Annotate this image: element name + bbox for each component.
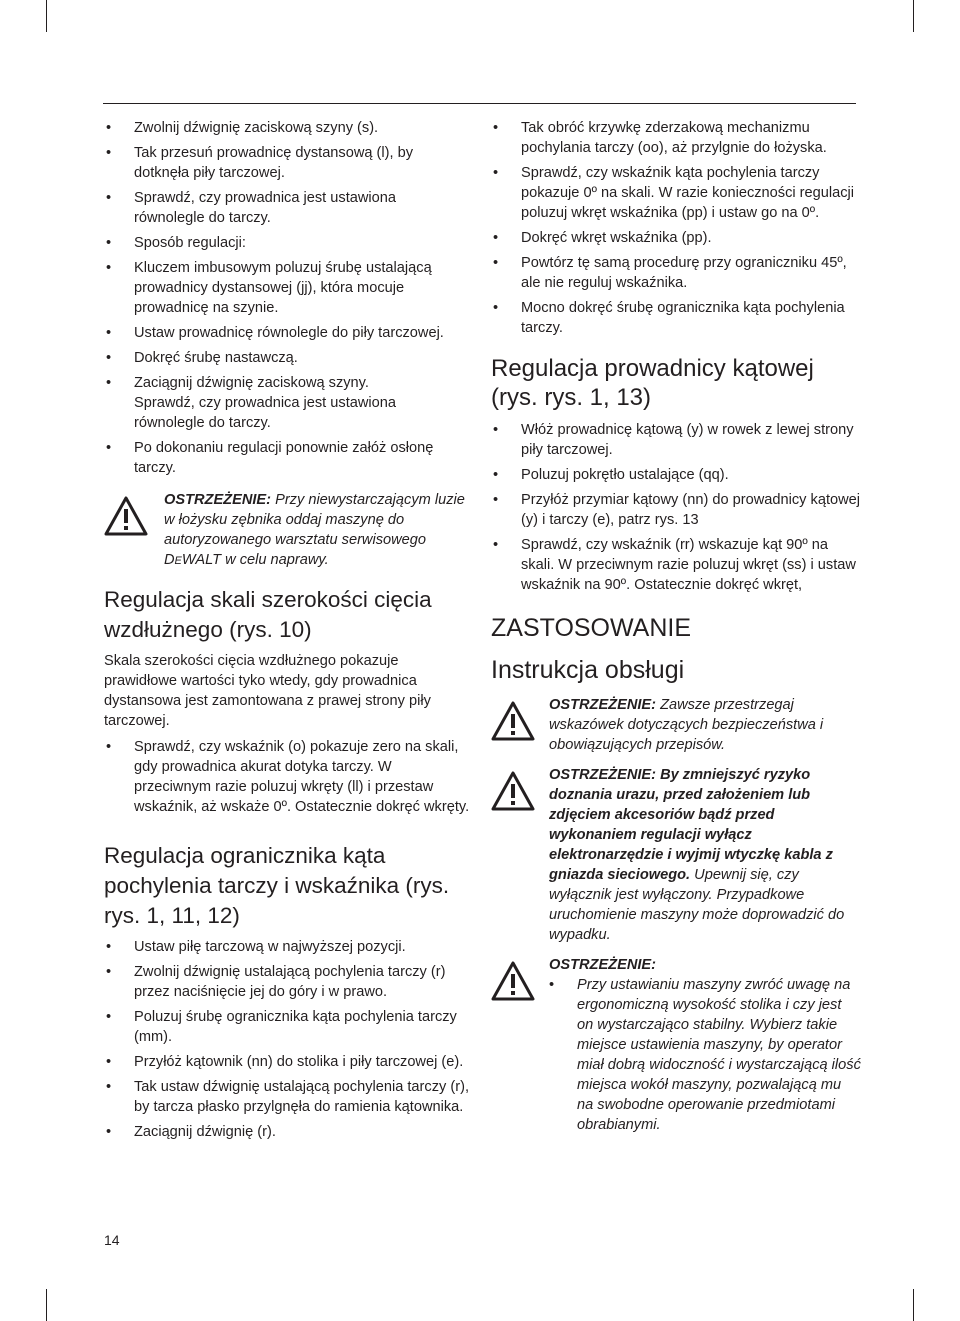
warning-triangle-icon bbox=[491, 771, 535, 811]
list-item: • Włóż prowadnicę kątową (y) w rowek z lewej strony piły tarczowej. bbox=[491, 420, 861, 460]
list-item: • Zwolnij dźwignię zaciskową szyny (s). bbox=[104, 118, 470, 138]
warning-text-end: WALT w celu naprawy. bbox=[181, 552, 329, 568]
header-rule bbox=[103, 103, 856, 104]
warning-text: Zawsze przestrzegaj wskazówek dotyczących bezpieczeństwa i obowiązujących przepisów. bbox=[549, 697, 824, 753]
warning-text: Upewnij się, czy wyłącznik jest wyłączony. Przypadkowe uruchomienie maszyny może doprowadzić do wypadku. bbox=[549, 867, 845, 943]
page-number: 14 bbox=[104, 1232, 120, 1248]
warning-text: Przy niewystarczającym luzie w łożysku zębnika oddaj maszynę do autoryzowanego warsztatu serwisowego D bbox=[164, 492, 465, 568]
list-item: • Sprawdź, czy wskaźnik (rr) wskazuje kąt 90º na skali. W przeciwnym razie poluzuj wkręt (ss) i ustaw wskaźnik na 90º. Ostatecznie dokręć wkręt, bbox=[491, 535, 861, 595]
right-column bbox=[491, 118, 861, 1145]
crop-mark-top-right bbox=[913, 0, 914, 32]
warning-block-1 bbox=[104, 490, 470, 571]
heading-instrukcja: Instrukcja obsługi bbox=[491, 656, 685, 684]
list-item-continuation bbox=[104, 393, 470, 433]
heading-rip-scale: Regulacja skali szerokości cięcia wzdłużnego (rys. 10) bbox=[104, 587, 432, 642]
list-item: • Zwolnij dźwignię ustalającą pochylenia tarczy (r) przez naciśnięcie jej do góry i w prawo. bbox=[104, 962, 470, 1002]
list-item: • Kluczem imbusowym poluzuj śrubę ustalającą prowadnicy dystansowej (jj), która mocuje prowadnicę na szynie. bbox=[104, 258, 470, 318]
warning-keyword: OSTRZEŻENIE: By zmniejszyć ryzyko doznania urazu, przed założeniem lub zdjęciem akcesoriów bądź przed wykonaniem regulacji wyłącz elektronarzędzie i wyjmij wtyczkę kabla z gniazda sieciowego. bbox=[549, 767, 833, 883]
list-item: • Zaciągnij dźwignię zaciskową szyny. bbox=[104, 373, 470, 393]
warning-triangle-icon bbox=[491, 961, 535, 1001]
warning-block-3 bbox=[491, 765, 861, 945]
list-item: • Dokręć wkręt wskaźnika (pp). bbox=[491, 228, 861, 248]
list-item: • Ustaw prowadnicę równolegle do piły tarczowej. bbox=[104, 323, 470, 343]
crop-mark-bottom-right bbox=[913, 1289, 914, 1321]
crop-mark-top-left bbox=[46, 0, 47, 32]
left-column bbox=[104, 118, 470, 1147]
list-item: • Sposób regulacji: bbox=[104, 233, 470, 253]
right-bullet-list-miter bbox=[491, 420, 861, 595]
list-item: • Tak ustaw dźwignię ustalającą pochylenia tarczy (r), by tarcza płasko przylgnęła do ramienia kątownika. bbox=[104, 1077, 470, 1117]
warning-keyword: OSTRZEŻENIE: bbox=[164, 492, 272, 508]
warning-triangle-icon bbox=[491, 701, 535, 741]
list-item: • Sprawdź, czy wskaźnik (o) pokazuje zero na skali, gdy prowadnica akurat dotyka tarczy. W przeciwnym razie poluzuj wkręty (ll) i przestaw wskaźnik, aż wskaże 0º. Ostatecznie dokręć wkręty. bbox=[104, 737, 470, 817]
warning-keyword: OSTRZEŻENIE: bbox=[549, 697, 657, 713]
list-item: • Przy ustawianiu maszyny zwróć uwagę na ergonomiczną wysokość stolika i czy jest on wystarczająco stabilny. Wybierz takie miejsce ustawienia maszyny, by operator miał dobrą widoczność i wystarczającą ilość miejsca wokół maszyny, pozwalającą mu na swobodne operowanie przedmiotami obrabianymi. bbox=[549, 975, 861, 1135]
list-item: • Przyłóż kątownik (nn) do stolika i piły tarczowej (e). bbox=[104, 1052, 470, 1072]
list-item-text: Sprawdź, czy prowadnica jest ustawiona równolegle do tarczy. bbox=[134, 395, 397, 431]
list-item: • Sprawdź, czy prowadnica jest ustawiona równolegle do tarczy. bbox=[104, 188, 470, 228]
warning-block-4 bbox=[491, 955, 861, 1135]
list-item: • Po dokonaniu regulacji ponownie załóż osłonę tarczy. bbox=[104, 438, 470, 478]
list-item: • Tak przesuń prowadnicę dystansową (l), by dotknęła piły tarczowej. bbox=[104, 143, 470, 183]
list-item: • Poluzuj śrubę ogranicznika kąta pochylenia tarczy (mm). bbox=[104, 1007, 470, 1047]
left-bullet-list-1 bbox=[104, 118, 470, 478]
list-item: • Przyłóż przymiar kątowy (nn) do prowadnicy kątowej (y) i tarczy (e), patrz rys. 13 bbox=[491, 490, 861, 530]
right-bullet-list-1 bbox=[491, 118, 861, 338]
heading-bevel-stop: Regulacja ogranicznika kąta pochylenia tarczy i wskaźnika (rys. rys. 1, 11, 12) bbox=[104, 843, 450, 928]
left-bullet-list-bevel bbox=[104, 937, 470, 1142]
list-item: • Tak obróć krzywkę zderzakową mechanizmu pochylania tarczy (oo), aż przylgnie do łożyska. bbox=[491, 118, 861, 158]
warning-block-2 bbox=[491, 695, 861, 755]
list-item: • Mocno dokręć śrubę ogranicznika kąta pochylenia tarczy. bbox=[491, 298, 861, 338]
list-item: • Ustaw piłę tarczową w najwyższej pozycji. bbox=[104, 937, 470, 957]
list-item: • Sprawdź, czy wskaźnik kąta pochylenia tarczy pokazuje 0º na skali. W razie konieczności regulacji poluzuj wkręt wskaźnika (pp) i ustaw go na 0º. bbox=[491, 163, 861, 223]
heading-miter-gauge: Regulacja prowadnicy kątowej (rys. rys. 1, 13) bbox=[491, 355, 814, 411]
crop-mark-bottom-left bbox=[46, 1289, 47, 1321]
list-item: • Dokręć śrubę nastawczą. bbox=[104, 348, 470, 368]
list-item: • Powtórz tę samą procedurę przy ograniczniku 45º, ale nie reguluj wskaźnika. bbox=[491, 253, 861, 293]
brand-small-caps: E bbox=[174, 555, 182, 567]
list-item: • Zaciągnij dźwignię (r). bbox=[104, 1122, 470, 1142]
list-item: • Poluzuj pokrętło ustalające (qq). bbox=[491, 465, 861, 485]
paragraph-rip-scale: Skala szerokości cięcia wzdłużnego pokazuje prawidłowe wartości tyko wtedy, gdy prowadnica dystansowa jest zamontowana z prawej strony piły tarczowej. bbox=[104, 653, 431, 729]
warning-keyword: OSTRZEŻENIE: bbox=[549, 957, 657, 973]
warning-triangle-icon bbox=[104, 496, 148, 536]
heading-zastosowanie: ZASTOSOWANIE bbox=[491, 614, 692, 642]
warning-list bbox=[549, 975, 861, 1135]
left-bullet-list-rip bbox=[104, 737, 470, 817]
